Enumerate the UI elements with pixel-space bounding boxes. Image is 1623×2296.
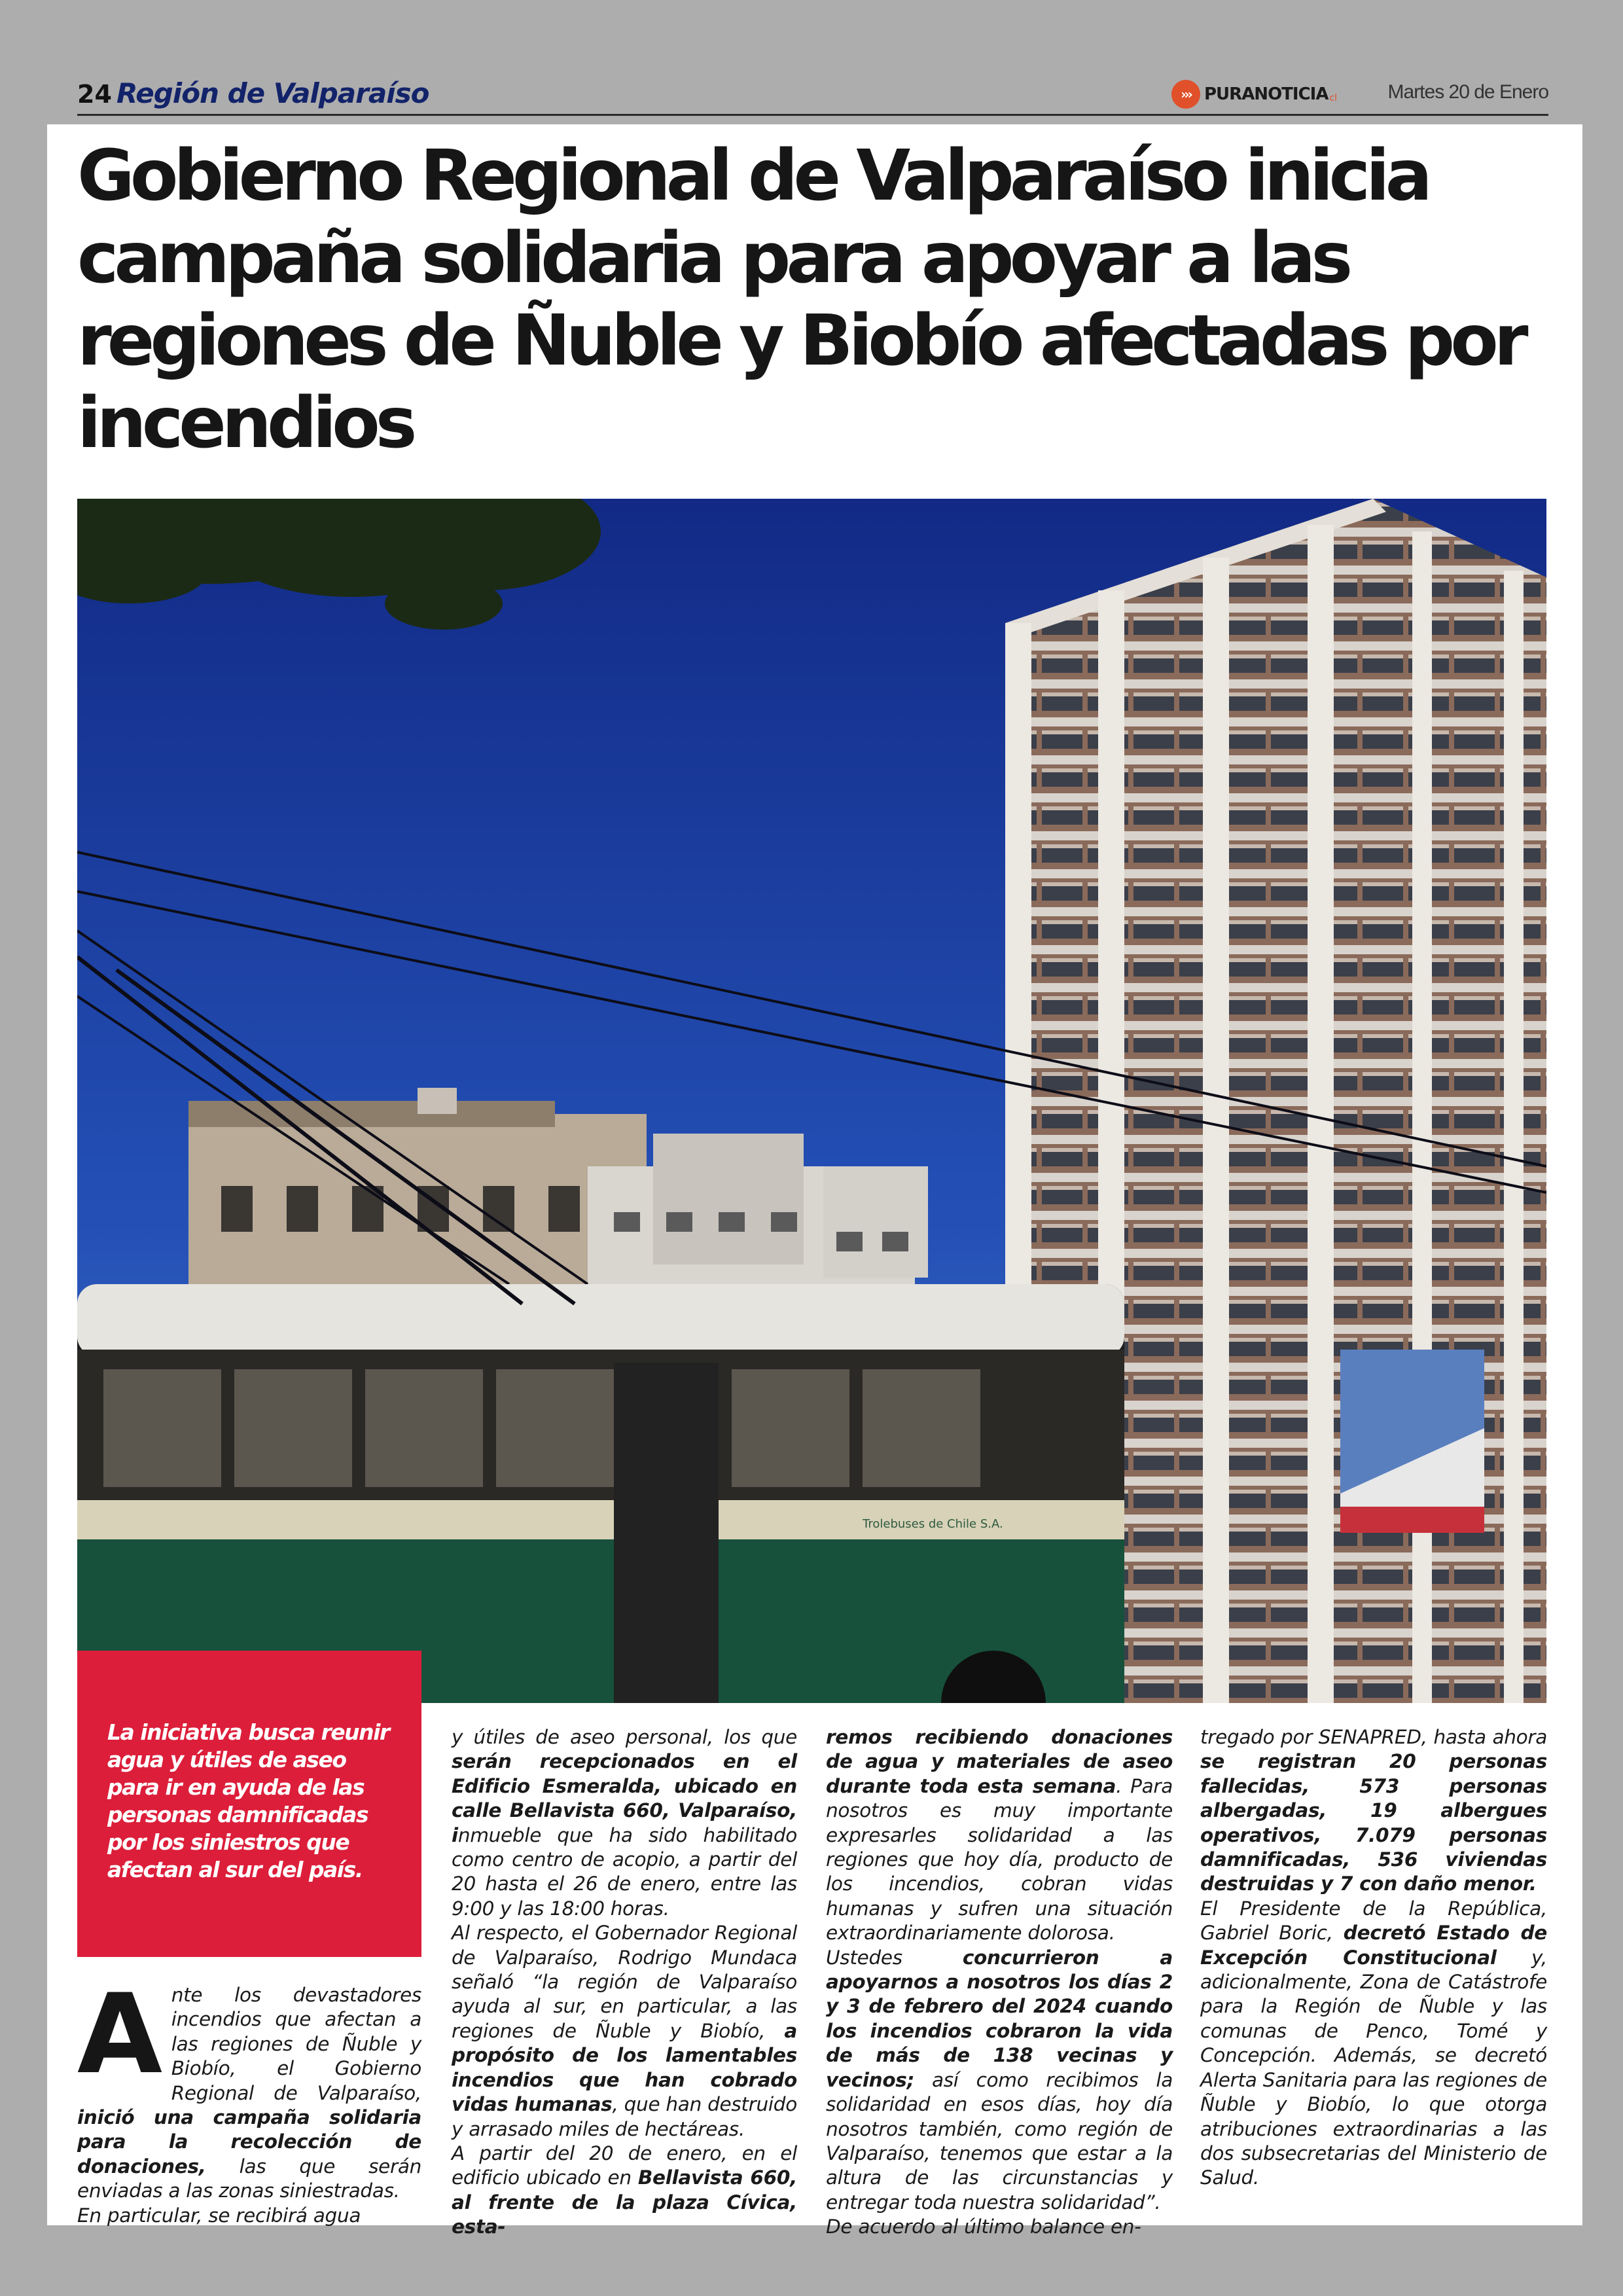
trolley-bus	[77, 1284, 1124, 1703]
col3-text-a: remos recibiendo donaciones de agua y materiales de aseo durante toda esta semana	[826, 1726, 1173, 1797]
brand-suffix: cl	[1329, 93, 1338, 103]
col2-text-e: a propósito de los lamentables incendios que han cobrado vidas humanas	[452, 2019, 797, 2116]
col1-text-a: nte los devastadores incendios que afectan a las regiones de Ñuble y Biobío, el Gobierno Regional de Valparaíso,	[171, 1984, 421, 2104]
col3-text-d: concurrieron a apoyarnos a nosotros los días 2 y 3 de febrero del 2024 cuando los incendios cobraron la vida de más de 138 vecinas y vecinos;	[826, 1946, 1173, 2091]
article-column-1	[77, 1970, 421, 2228]
page-number: 24	[77, 80, 112, 109]
article-column-3	[826, 1725, 1173, 2240]
header-divider	[77, 114, 1548, 116]
col2-text-f: , que han destruido y arrasado miles de hectáreas.	[452, 2093, 797, 2140]
col3-text-e: así como recibimos la solidaridad en esos días, hoy día nosotros también, como región de Valparaíso, tenemos que estar a la altura de las circunstancias y entregar toda nuestra solidaridad”.	[826, 2068, 1173, 2214]
col4-text-d: decretó Estado de Excepción Constitucional	[1200, 1922, 1547, 1969]
col3-text-c: Ustedes	[826, 1946, 963, 1969]
article-column-2	[452, 1725, 797, 2240]
col4-text-a: tregado por SENAPRED, hasta ahora	[1200, 1726, 1547, 1748]
col2-text-g: A partir del 20 de enero, en el edificio ubicado en	[452, 2142, 797, 2189]
article-photo	[77, 499, 1546, 1703]
bus-company-text: Trolebuses de Chile S.A.	[863, 1517, 1003, 1531]
col1-text-c: las que serán enviadas a las zonas siniestradas.	[77, 2155, 421, 2202]
col4-text-b: se registran 20 personas fallecidas, 573 personas albergadas, 19 albergues operativos, 7.079 personas damnificadas, 536 viviendas destruidas y 7 con daño menor.	[1200, 1750, 1547, 1895]
callout-box	[77, 1651, 421, 1957]
headline: Gobierno Regional de Valparaíso inicia campaña solidaria para apoyar a las regiones de Ñuble y Biobío afectadas por incendios	[77, 135, 1524, 464]
col1-text-b: inició una campaña solidaria para la recolección de donaciones,	[77, 2106, 421, 2178]
col3-text-f: De acuerdo al último balance en-	[826, 2215, 1141, 2238]
col2-text-d: Al respecto, el Gobernador Regional de Valparaíso, Rodrigo Mundaca señaló “la región de Valparaíso ayuda al sur, en particular, a las regiones de Ñuble y Biobío,	[452, 1922, 797, 2042]
issue-date: Martes 20 de Enero	[1387, 81, 1548, 103]
page-header	[77, 77, 1548, 115]
drop-cap: A	[77, 1970, 162, 2098]
article-column-4	[1200, 1725, 1547, 2191]
brand-arrows-icon: ›››	[1171, 80, 1200, 109]
brand-logo	[1171, 77, 1337, 111]
col3-text-b: . Para nosotros es muy importante expresarles solidaridad a las regiones que hoy día, producto de los incendios, cobran vidas humanas y sufren una situación extraordinariamente dolorosa.	[826, 1774, 1173, 1945]
col2-text-a: y útiles de aseo personal, los que	[452, 1726, 797, 1748]
col2-text-h: Bellavista 660, al frente de la plaza Cívica, esta-	[452, 2166, 797, 2238]
section-title: Región de Valparaíso	[116, 77, 429, 109]
col4-text-e: y, adicionalmente, Zona de Catástrofe para la Región de Ñuble y las comunas de Penco, Tomé y Concepción. Además, se decretó Alerta Sanitaria para las regiones de Ñuble y Biobío, lo que otorga atribuciones extraordinarias a las dos subsecretarias del Ministerio de Salud.	[1200, 1946, 1547, 2189]
col4-text-c: El Presidente de la República, Gabriel Boric,	[1200, 1897, 1547, 1945]
brand-name: PURANOTICIA	[1204, 84, 1329, 104]
col2-text-b: serán recepcionados en el Edificio Esmeralda, ubicado en calle Bellavista 660, Valparaíso, i	[452, 1750, 797, 1846]
col1-text-d: En particular, se recibirá agua	[77, 2204, 361, 2227]
col2-text-c: nmueble que ha sido habilitado como centro de acopio, a partir del 20 hasta el 26 de enero, entre las 9:00 y las 18:00 horas.	[452, 1823, 797, 1920]
callout-text: La iniciativa busca reunir agua y útiles de aseo para ir en ayuda de las personas damnificadas por los siniestros que afectan al sur del país.	[107, 1719, 389, 1882]
